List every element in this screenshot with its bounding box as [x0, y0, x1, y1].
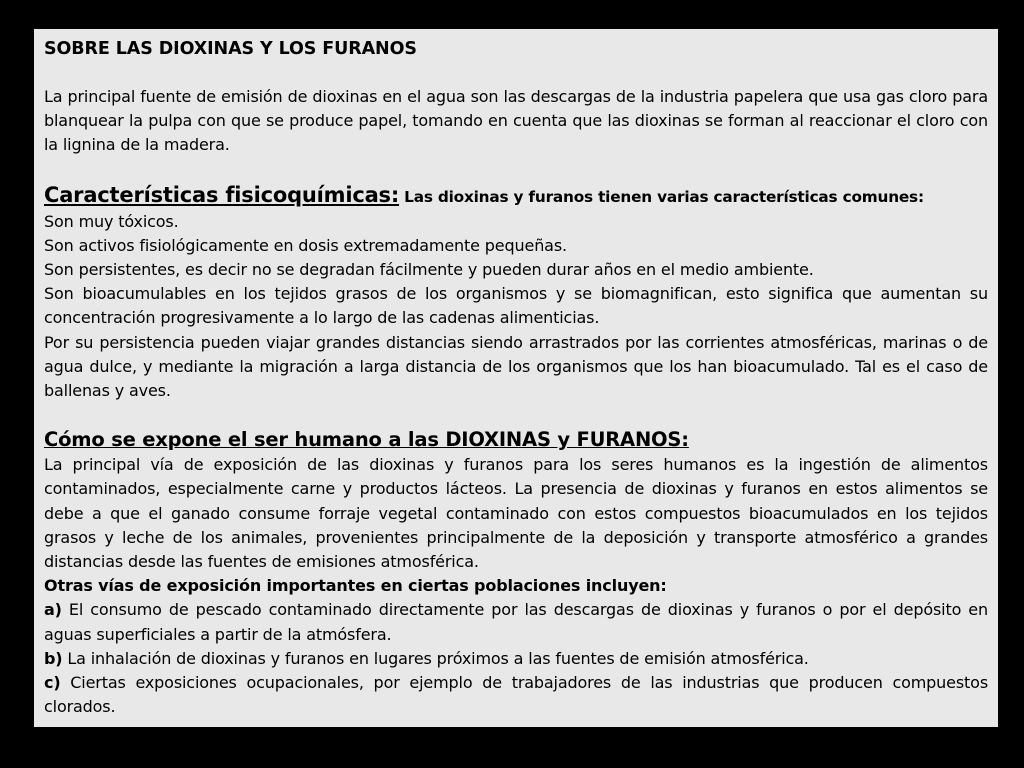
route-text: El consumo de pescado contaminado directamente por las descargas de dioxinas y furanos o por el depósito en aguas superficiales a partir de la atmósfera.	[44, 600, 988, 644]
characteristics-heading-text: Características fisicoquímicas:	[44, 182, 400, 207]
route-item-a	[44, 598, 988, 646]
slide-content	[34, 29, 998, 727]
route-text: Ciertas exposiciones ocupacionales, por ejemplo de trabajadores de las industrias que producen compuestos clorados.	[44, 673, 988, 717]
section-exposure-heading: Cómo se expone el ser humano a las DIOXINAS y FURANOS:	[44, 428, 689, 452]
other-routes-label: Otras vías de exposición importantes en ciertas poblaciones incluyen:	[44, 576, 667, 596]
characteristic-item: Son activos fisiológicamente en dosis extremadamente pequeñas.	[44, 235, 567, 255]
characteristics-subheading-text: Las dioxinas y furanos tienen varias características comunes:	[399, 187, 924, 206]
route-item-c	[44, 671, 988, 719]
characteristic-item: Por su persistencia pueden viajar grandes distancias siendo arrastrados por las corrientes atmosféricas, marinas o de agua dulce, y mediante la migración a larga distancia de los organismos que los han bioacumulado. Tal es el caso de ballenas y aves.	[44, 332, 988, 401]
route-letter: c)	[44, 673, 61, 693]
route-letter: b)	[44, 648, 63, 668]
page-title: SOBRE LAS DIOXINAS Y LOS FURANOS	[44, 39, 417, 59]
characteristic-item: Son persistentes, es decir no se degradan fácilmente y pueden durar años en el medio ambiente.	[44, 260, 814, 280]
spacer	[44, 158, 988, 182]
section-characteristics-heading	[44, 182, 988, 210]
route-item-b	[44, 647, 988, 671]
intro-paragraph: La principal fuente de emisión de dioxinas en el agua son las descargas de la industria papelera que usa gas cloro para blanquear la pulpa con que se produce papel, tomando en cuenta que las dioxinas se forman al reaccionar el cloro con la lignina de la madera.	[44, 87, 988, 155]
characteristic-item: Son bioacumulables en los tejidos grasos de los organismos y se biomagnifican, esto significa que aumentan su concentración progresivamente a lo largo de las cadenas alimenticias.	[44, 284, 988, 328]
route-letter: a)	[44, 600, 62, 620]
characteristic-item: Son muy tóxicos.	[44, 211, 179, 231]
spacer	[44, 403, 988, 427]
exposure-paragraph: La principal vía de exposición de las dioxinas y furanos para los seres humanos es la ingestión de alimentos contaminados, especialmente carne y productos lácteos. La presencia de dioxinas y furanos en estos alimentos se debe a que el ganado consume forraje vegetal contaminado con estos compuestos bioacumulados en los tejidos grasos y leche de los animales, provenientes principalmente de la deposición y transporte atmosférico a grandes distancias desde las fuentes de emisiones atmosférica.	[44, 455, 988, 572]
route-text: La inhalación de dioxinas y furanos en lugares próximos a las fuentes de emisión atmosférica.	[62, 648, 809, 668]
